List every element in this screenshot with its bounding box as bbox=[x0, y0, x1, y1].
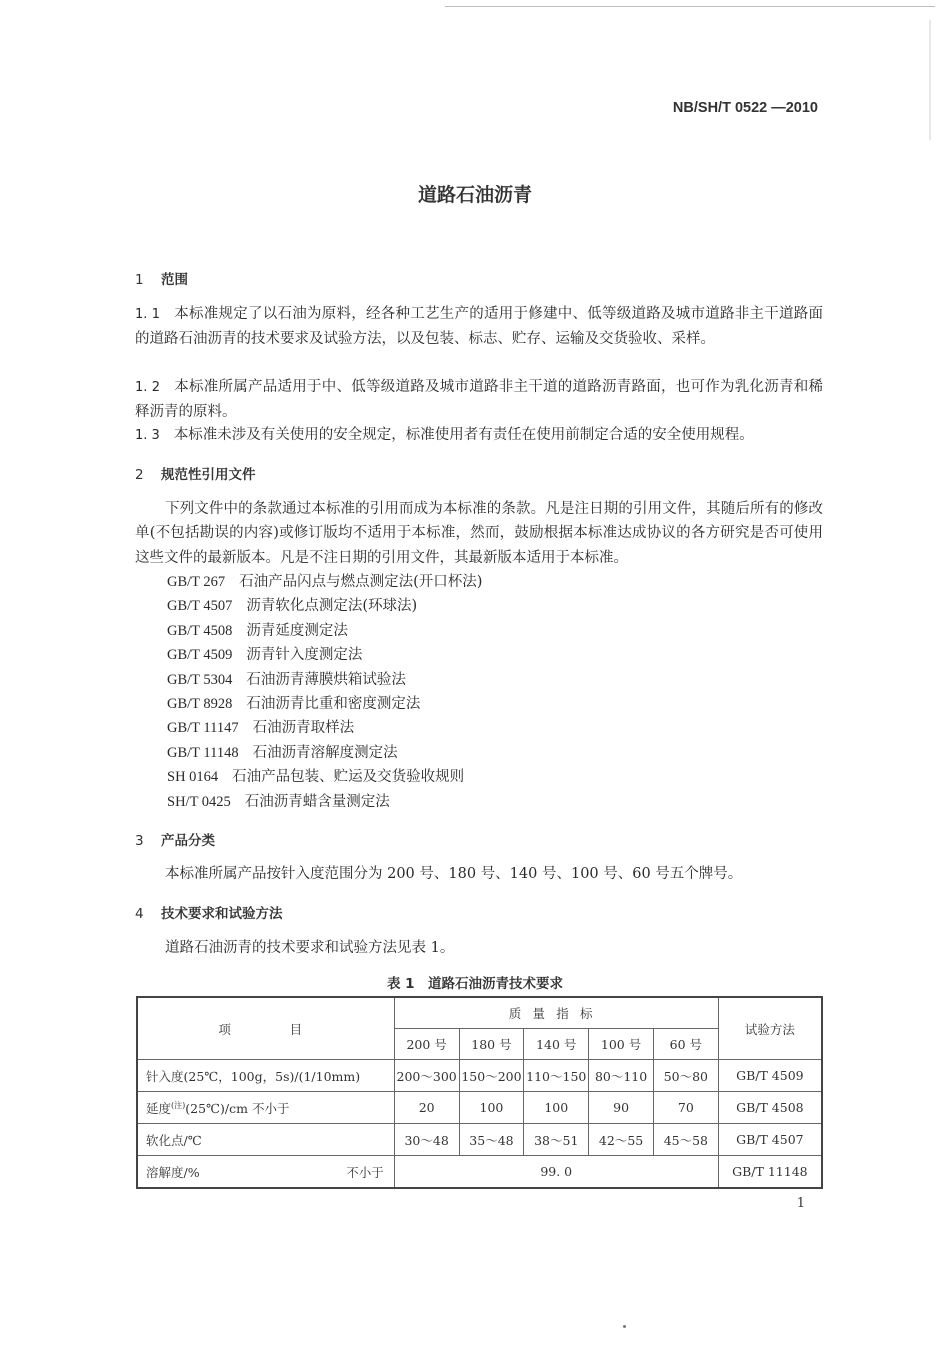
row-method: GB/T 4507 bbox=[718, 1124, 822, 1156]
row-item-suffix: (25℃)/cm 不小于 bbox=[185, 1100, 290, 1116]
table-row bbox=[137, 1092, 822, 1124]
reference-code: GB/T 5304 bbox=[167, 671, 233, 688]
table-caption: 表 1 道路石油沥青技术要求 bbox=[386, 976, 564, 992]
reference-title: 石油沥青溶解度测定法 bbox=[252, 744, 398, 761]
reference-item bbox=[167, 741, 482, 765]
reference-code: GB/T 11148 bbox=[167, 744, 239, 761]
clause-1-2 bbox=[135, 375, 823, 425]
row-value: 35～48 bbox=[459, 1124, 524, 1156]
row-value: 42～55 bbox=[589, 1124, 654, 1156]
reference-item bbox=[167, 692, 482, 716]
quality-header: 质量指标 bbox=[394, 997, 718, 1029]
clause-1-1 bbox=[135, 302, 823, 352]
clause-number: 1. 1 bbox=[135, 307, 161, 322]
row-method: GB/T 4508 bbox=[718, 1092, 822, 1124]
table-row bbox=[137, 1156, 822, 1189]
section-title: 产品分类 bbox=[161, 833, 215, 849]
reference-item bbox=[167, 790, 482, 814]
reference-code: GB/T 4509 bbox=[167, 647, 233, 664]
reference-code: SH 0164 bbox=[167, 769, 219, 786]
row-value: 90 bbox=[589, 1092, 654, 1124]
row-item bbox=[137, 1092, 394, 1124]
section-3-heading bbox=[135, 829, 215, 849]
section-title: 规范性引用文件 bbox=[161, 467, 256, 483]
row-item-qualifier: 不小于 bbox=[346, 1164, 384, 1180]
reference-code: GB/T 267 bbox=[167, 574, 226, 590]
row-value: 30～48 bbox=[394, 1124, 459, 1156]
reference-title: 石油沥青比重和密度测定法 bbox=[246, 695, 421, 712]
grade-header: 60 号 bbox=[653, 1029, 718, 1060]
reference-item bbox=[167, 570, 482, 594]
reference-code: GB/T 4507 bbox=[167, 598, 233, 615]
reference-code: GB/T 4508 bbox=[167, 622, 233, 639]
reference-title: 石油沥青取样法 bbox=[252, 720, 355, 737]
section-number: 2 bbox=[135, 467, 144, 483]
section-2-paragraph: 下列文件中的条款通过本标准的引用而成为本标准的条款。凡是注日期的引用文件，其随后所有的修改单(不包括勘误的内容)或修订版均不适用于本标准，然而，鼓励根据本标准达成协议的各方研究是否可使用这些文件的最新版本。凡是不注日期的引用文件，其最新版本适用于本标准。 bbox=[135, 501, 823, 566]
row-value: 110～150 bbox=[524, 1060, 589, 1092]
reference-title: 沥青针入度测定法 bbox=[246, 647, 363, 664]
row-value: 80～110 bbox=[589, 1060, 654, 1092]
top-border-line bbox=[445, 6, 935, 7]
clause-text: 本标准规定了以石油为原料，经各种工艺生产的适用于修建中、低等级道路及城市道路非主干道路面的道路石油沥青的技术要求及试验方法，以及包装、标志、贮存、运输及交货验收、采样。 bbox=[135, 306, 823, 348]
reference-item bbox=[167, 594, 482, 618]
document-title: 道路石油沥青 bbox=[417, 184, 532, 206]
clause-text: 本标准未涉及有关使用的安全规定，标准使用者有责任在使用前制定合适的安全使用规程。 bbox=[173, 427, 754, 443]
section-number: 4 bbox=[135, 906, 144, 922]
reference-title: 石油沥青蜡含量测定法 bbox=[244, 793, 390, 810]
reference-code: GB/T 11147 bbox=[167, 720, 239, 737]
reference-list bbox=[167, 570, 482, 814]
section-3-paragraph: 本标准所属产品按针入度范围分为 200 号、180 号、140 号、100 号、60 号五个牌号。 bbox=[165, 866, 743, 882]
table-row bbox=[137, 1060, 822, 1092]
row-item: 针入度(25℃，100g，5s)/(1/10mm) bbox=[137, 1060, 394, 1092]
reference-item bbox=[167, 765, 482, 789]
reference-item bbox=[167, 643, 482, 667]
grade-header: 180 号 bbox=[459, 1029, 524, 1060]
row-item bbox=[137, 1156, 394, 1189]
reference-item bbox=[167, 619, 482, 643]
row-value: 70 bbox=[653, 1092, 718, 1124]
section-4-paragraph: 道路石油沥青的技术要求和试验方法见表 1。 bbox=[165, 940, 455, 956]
specification-table bbox=[136, 996, 823, 1189]
reference-title: 石油产品包装、贮运及交货验收规则 bbox=[232, 769, 465, 786]
row-value: 100 bbox=[459, 1092, 524, 1124]
method-header: 试验方法 bbox=[718, 997, 822, 1060]
row-value: 200～300 bbox=[394, 1060, 459, 1092]
reference-title: 石油产品闪点与燃点测定法(开口杯法) bbox=[239, 574, 483, 590]
reference-title: 沥青软化点测定法(环球法) bbox=[246, 598, 418, 615]
row-item-name: 延度 bbox=[146, 1100, 172, 1116]
row-value: 150～200 bbox=[459, 1060, 524, 1092]
scan-speck bbox=[623, 1325, 626, 1328]
table-header-row bbox=[137, 997, 822, 1029]
clause-text: 本标准所属产品适用于中、低等级道路及城市道路非主干道的道路沥青路面，也可作为乳化沥青和稀释沥青的原料。 bbox=[135, 379, 823, 421]
row-value: 99. 0 bbox=[394, 1156, 718, 1189]
section-number: 3 bbox=[135, 833, 144, 849]
section-1-heading bbox=[135, 268, 188, 288]
reference-item bbox=[167, 668, 482, 692]
section-4-heading bbox=[135, 902, 283, 922]
row-value: 50～80 bbox=[653, 1060, 718, 1092]
scan-edge bbox=[929, 20, 931, 140]
reference-item bbox=[167, 716, 482, 740]
row-item-name: 溶解度/% bbox=[146, 1164, 200, 1180]
footnote-marker: (注) bbox=[171, 1100, 186, 1110]
row-value: 20 bbox=[394, 1092, 459, 1124]
grade-header: 100 号 bbox=[589, 1029, 654, 1060]
section-title: 范围 bbox=[161, 272, 188, 288]
grade-header: 140 号 bbox=[524, 1029, 589, 1060]
section-title: 技术要求和试验方法 bbox=[161, 906, 283, 922]
item-header: 项 目 bbox=[137, 997, 394, 1060]
section-2-heading bbox=[135, 463, 256, 483]
page-number: 1 bbox=[796, 1196, 805, 1211]
standard-number: NB/SH/T 0522 —2010 bbox=[672, 100, 818, 116]
reference-title: 沥青延度测定法 bbox=[246, 622, 348, 639]
clause-1-3 bbox=[135, 423, 823, 448]
reference-title: 石油沥青薄膜烘箱试验法 bbox=[246, 671, 406, 688]
clause-number: 1. 3 bbox=[135, 428, 160, 443]
row-method: GB/T 11148 bbox=[718, 1156, 822, 1189]
reference-code: SH/T 0425 bbox=[167, 793, 231, 810]
row-value: 38～51 bbox=[524, 1124, 589, 1156]
row-method: GB/T 4509 bbox=[718, 1060, 822, 1092]
row-value: 100 bbox=[524, 1092, 589, 1124]
row-value: 45～58 bbox=[653, 1124, 718, 1156]
table-row bbox=[137, 1124, 822, 1156]
grade-header: 200 号 bbox=[394, 1029, 459, 1060]
clause-number: 1. 2 bbox=[135, 380, 161, 395]
row-item: 软化点/℃ bbox=[137, 1124, 394, 1156]
section-number: 1 bbox=[135, 272, 144, 288]
reference-code: GB/T 8928 bbox=[167, 695, 233, 712]
